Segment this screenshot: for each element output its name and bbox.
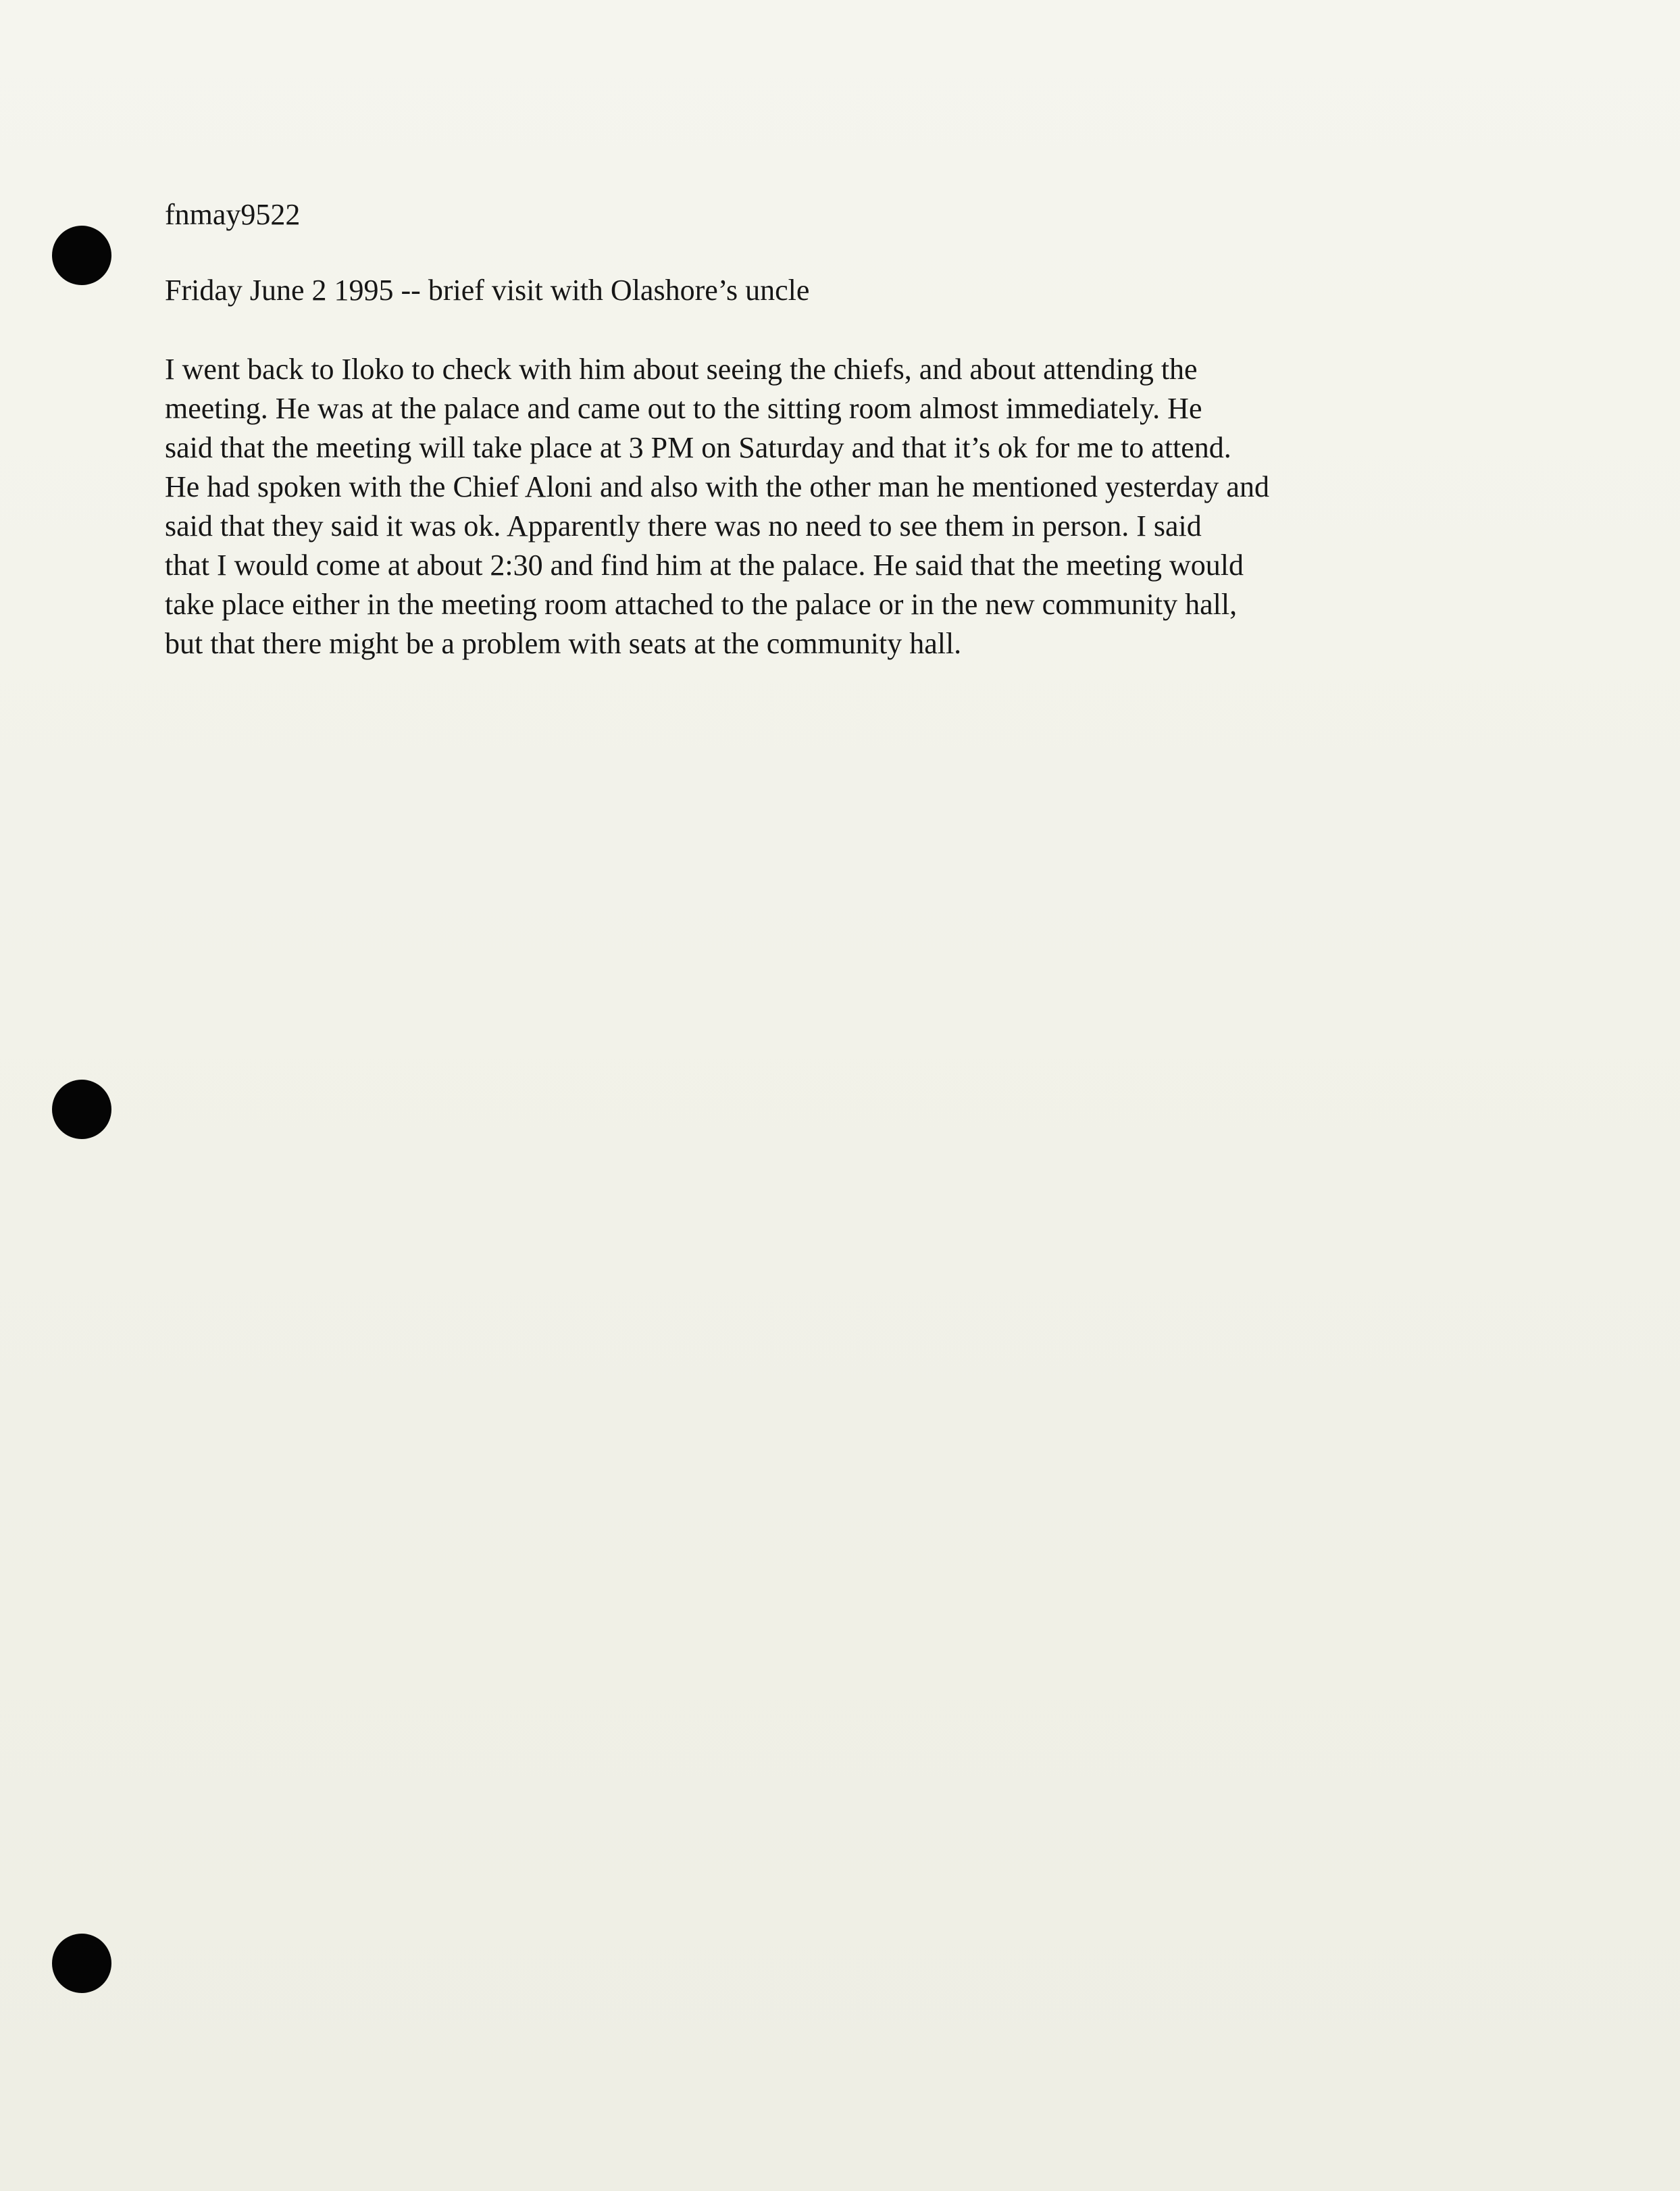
body-line: said that the meeting will take place at 3 PM on Saturday and that it’s ok for me to attend.: [165, 431, 1231, 464]
body-line: take place either in the meeting room attached to the palace or in the new community hall,: [165, 588, 1238, 621]
body-line: but that there might be a problem with seats at the community hall.: [165, 627, 962, 660]
file-identifier: fnmay9522: [165, 198, 301, 231]
punch-hole: [52, 1934, 111, 1993]
body-line: meeting. He was at the palace and came out to the sitting room almost immediately. He: [165, 392, 1202, 425]
body-line: He had spoken with the Chief Aloni and also with the other man he mentioned yesterday and: [165, 470, 1269, 503]
body-line: I went back to Iloko to check with him about seeing the chiefs, and about attending the: [165, 353, 1198, 386]
body-line: said that they said it was ok. Apparently there was no need to see them in person. I said: [165, 509, 1202, 543]
punch-hole: [52, 1080, 111, 1139]
entry-body: [165, 350, 1529, 663]
punch-hole: [52, 226, 111, 285]
entry-heading: Friday June 2 1995 -- brief visit with Olashore’s uncle: [165, 274, 810, 307]
body-line: that I would come at about 2:30 and find him at the palace. He said that the meeting would: [165, 549, 1244, 582]
